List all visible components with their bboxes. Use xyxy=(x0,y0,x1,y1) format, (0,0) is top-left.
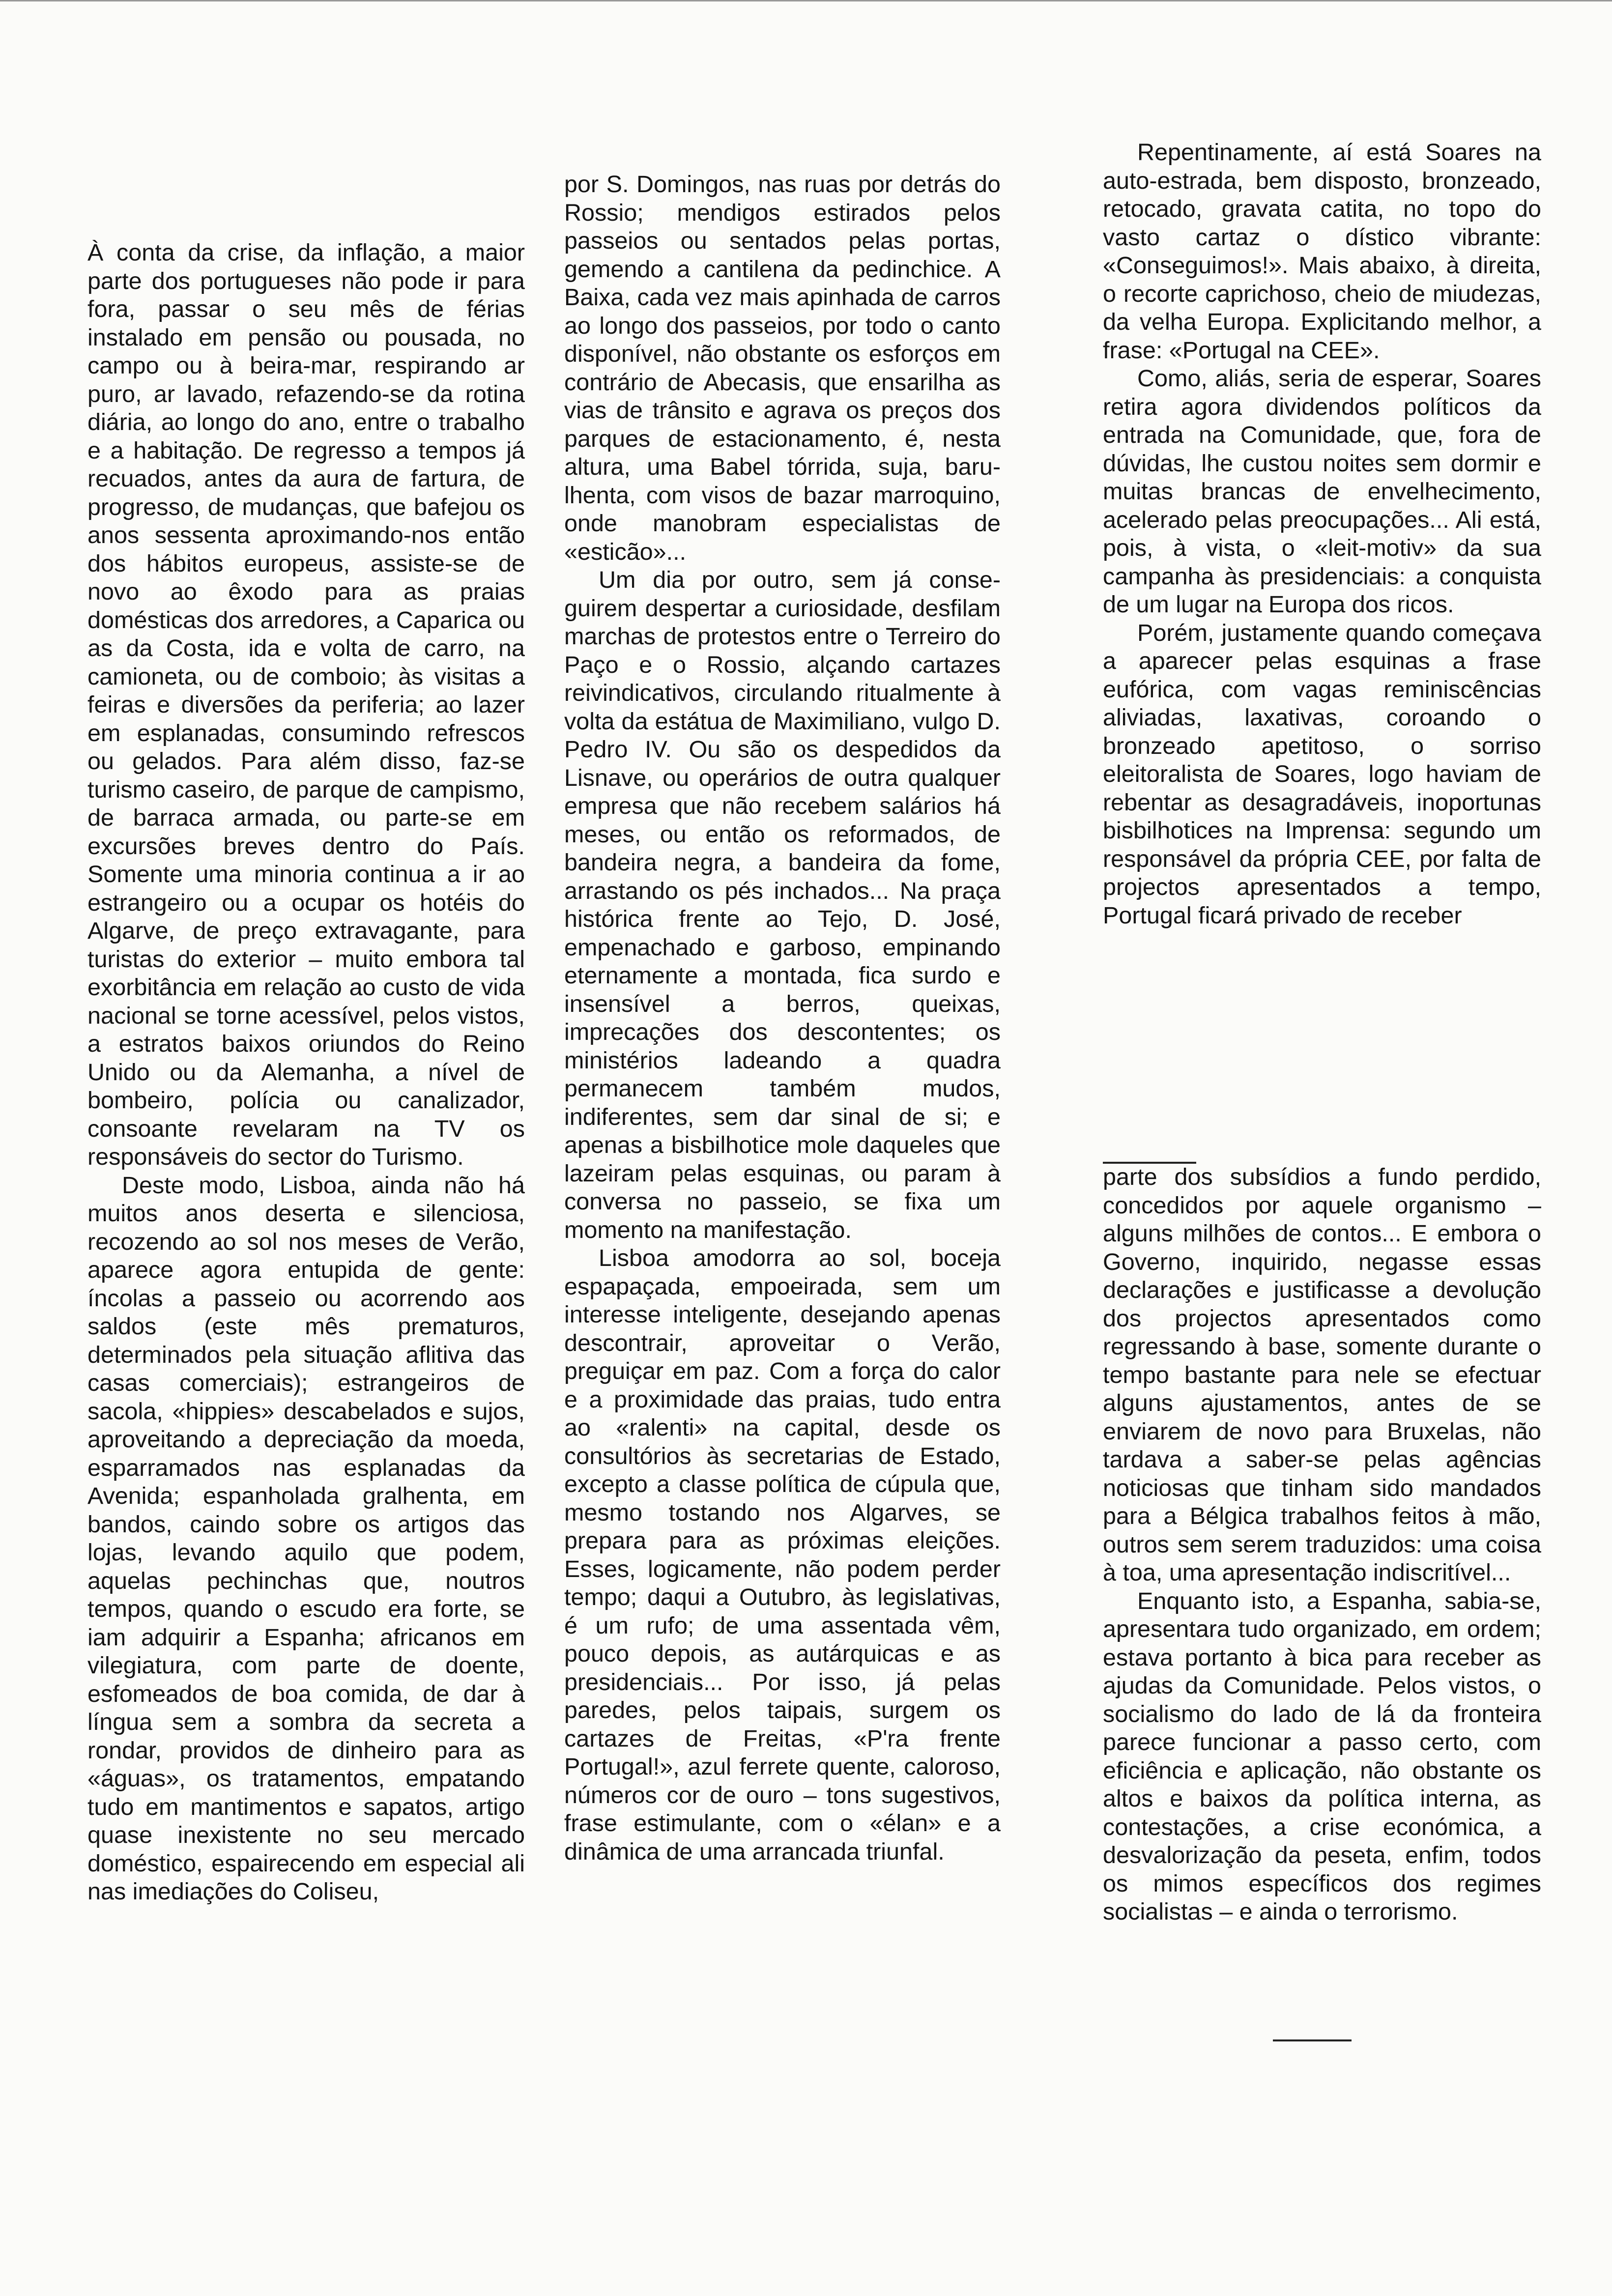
paragraph: parte dos subsídios a fundo perdido, concedidos por aquele organismo – alguns milhões de contos... E embora o Governo, inquirido, negasse essas declarações e justificasse a devolução dos projectos apresentados como regressando à base, somente durante o tempo bastante para nele se efectuar alguns ajustamentos, antes de se enviarem de novo para Bruxelas, não tardava a saber-se pelas agências noticiosas que tinham sido mandados para a Bélgica trabalhos feitos à mão, outros sem serem traduzidos: uma coisa à toa, uma apresentação indiscritível... xyxy=(1103,1164,1541,1586)
paragraph: Deste modo, Lisboa, ainda não há muitos anos deserta e silenciosa, recozendo ao sol nos meses de Verão, aparece agora entupida de gente: íncolas a passeio ou acorrendo aos saldos (este mês prematuros, determinados pela situação aflitiva das casas comerciais); estrangeiros de sacola, «hippies» descabelados e sujos, aproveitando a depreciação da moeda, esparramados nas esplanadas da Avenida; espanholada gralhenta, em bandos, caindo sobre os artigos das lojas, levando aquilo que podem, aquelas pechinchas que, noutros tempos, quando o escudo era forte, se iam adquirir a Espanha; africanos em vilegiatura, com parte de doente, esfomeados de boa comida, de dar à língua sem a sombra da secreta a rondar, providos de dinheiro para as «águas», os tratamentos, empatando tudo em mantimentos e sapatos, artigo quase inexistente no seu mercado doméstico, espairecendo em especial ali nas imediações do Coliseu, xyxy=(87,1172,525,1905)
paragraph: Lisboa amodorra ao sol, boceja espapaçada, empoeirada, sem um interesse inteligente, desejando apenas descontrair, aproveitar o Verão, preguiçar em paz. Com a força do calor e a proximidade das praias, tudo entra ao «ralenti» na capital, desde os consultórios às secretarias de Estado, excepto a classe política de cúpula que, mesmo tostando nos Algarves, se prepara para as próximas eleições. Esses, logicamente, não podem perder tempo; daqui a Outubro, às legislativas, é um rufo; de uma assentada vêm, pouco depois, as autárquicas e as presidenciais... Por isso, já pelas paredes, pelos taipais, surgem os cartazes de Freitas, «P'ra frente Portugal!», azul ferrete quente, caloroso, números cor de ouro – tons sugestivos, frase estimulante, com o «élan» e a dinâmica de uma arrancada triunfal. xyxy=(564,1245,1001,1865)
paragraph: por S. Domingos, nas ruas por detrás do Rossio; mendigos estirados pelos passeios ou sentados pelas portas, gemendo a cantilena da pedinchice. A Baixa, cada vez mais apinhada de carros ao longo dos passeios, por todo o canto disponível, não obstante os esforços em contrário de Abecasis, que ensarilha as vias de trânsito e agrava os preços dos parques de estacionamento, é, nesta altura, uma Babel tórrida, suja, barulhenta, com visos de bazar marroquino, onde manobram especialistas de «esticão»... xyxy=(564,171,1001,565)
paragraph: Como, aliás, seria de esperar, Soares retira agora dividendos políticos da entrada na Comunidade, que, fora de dúvidas, lhe custou noites sem dormir e muitas brancas de envelhecimento, acelerado pelas preocupações... Ali está, pois, à vista, o «leit-motiv» da sua campanha às presidenciais: a conquista de um lugar na Europa dos ricos. xyxy=(1103,365,1541,618)
column-1 xyxy=(87,239,525,1906)
paragraph: Porém, justamente quando começava a aparecer pelas esquinas a frase eufórica, com vagas reminiscências aliviadas, laxativas, coroando o bronzeado apetitoso, o sorriso eleitoralista de Soares, logo haviam de rebentar as desagradáveis, inoportunas bisbilhotices na Imprensa: segundo um responsável da própria CEE, por falta de projectos apresentados a tempo, Portugal ficará privado de receber xyxy=(1103,619,1541,929)
paragraph: À conta da crise, da inflação, a maior parte dos portugueses não pode ir para fora, passar o seu mês de férias instalado em pensão ou pousada, no campo ou à beira-mar, respirando ar puro, ar lavado, refazendo-se da rotina diária, ao longo do ano, entre o trabalho e a habitação. De regresso a tempos já recuados, antes da aura de fartura, de progresso, de mudanças, que bafejou os anos sessenta aproximando-nos então dos hábitos europeus, assiste-se de novo ao êxodo para as praias domésticas dos arredores, a Caparica ou as da Costa, ida e volta de carro, na camioneta, ou de comboio; às visitas a feiras e diversões da periferia; ao lazer em esplanadas, consumindo refrescos ou gelados. Para além disso, faz-se turismo caseiro, de parque de campismo, de barraca armada, ou parte-se em excursões breves dentro do País. Somente uma minoria continua a ir ao estrangeiro ou a ocupar os hotéis do Algarve, de preço extravagante, para turistas do exterior – muito embora tal exorbitância em relação ao custo de vida nacional se torne acessível, pelos vistos, a estratos baixos oriundos do Reino Unido ou da Alemanha, a nível de bombeiro, polícia ou canalizador, consoante revelaram na TV os responsáveis do sector do Turismo. xyxy=(87,239,525,1170)
end-rule xyxy=(1273,2039,1352,2041)
paragraph: Enquanto isto, a Espanha, sabia-se, apresentara tudo organizado, em ordem; estava portanto à bica para receber as ajudas da Comunidade. Pelos vistos, o socialismo do lado de lá da fronteira parece funcionar a passo certo, com eficiência e aplicação, não obstante os altos e baixos da política interna, as contestações, a crise económica, a desvalorização da peseta, enfim, todos os mimos específicos dos regimes socialistas – e ainda o terrorismo. xyxy=(1103,1587,1541,1925)
column-3-bottom xyxy=(1103,1163,1541,1926)
column-2 xyxy=(564,171,1001,1866)
top-rule xyxy=(0,0,1612,1)
paragraph: Repentinamente, aí está Soares na auto-estrada, bem disposto, bronzeado, retocado, gravata catita, no topo do vasto cartaz o dístico vibrante: «Conseguimos!». Mais abaixo, à direita, o recorte caprichoso, cheio de miudezas, da velha Europa. Explicitando melhor, a frase: «Portugal na CEE». xyxy=(1103,139,1541,364)
paragraph: Um dia por outro, sem já conseguirem despertar a curiosidade, desfilam marchas de protestos entre o Terreiro do Paço e o Rossio, alçando cartazes reivindicativos, circulando ritualmente à volta da estátua de Maximiliano, vulgo D. Pedro IV. Ou são os despedidos da Lisnave, ou operários de outra qualquer empresa que não recebem salários há meses, ou então os reformados, de bandeira negra, a bandeira da fome, arrastando os pés inchados... Na praça histórica frente ao Tejo, D. José, empenachado e garboso, empinando eternamente a montada, fica surdo e insensível a berros, queixas, imprecações dos descontentes; os ministérios ladeando a quadra permanecem também mudos, indiferentes, sem dar sinal de si; e apenas a bisbilhotice mole daqueles que lazeiram pelas esquinas, ou param à conversa no passeio, se fixa um momento na manifestação. xyxy=(564,567,1001,1243)
column-3-top xyxy=(1103,139,1541,930)
